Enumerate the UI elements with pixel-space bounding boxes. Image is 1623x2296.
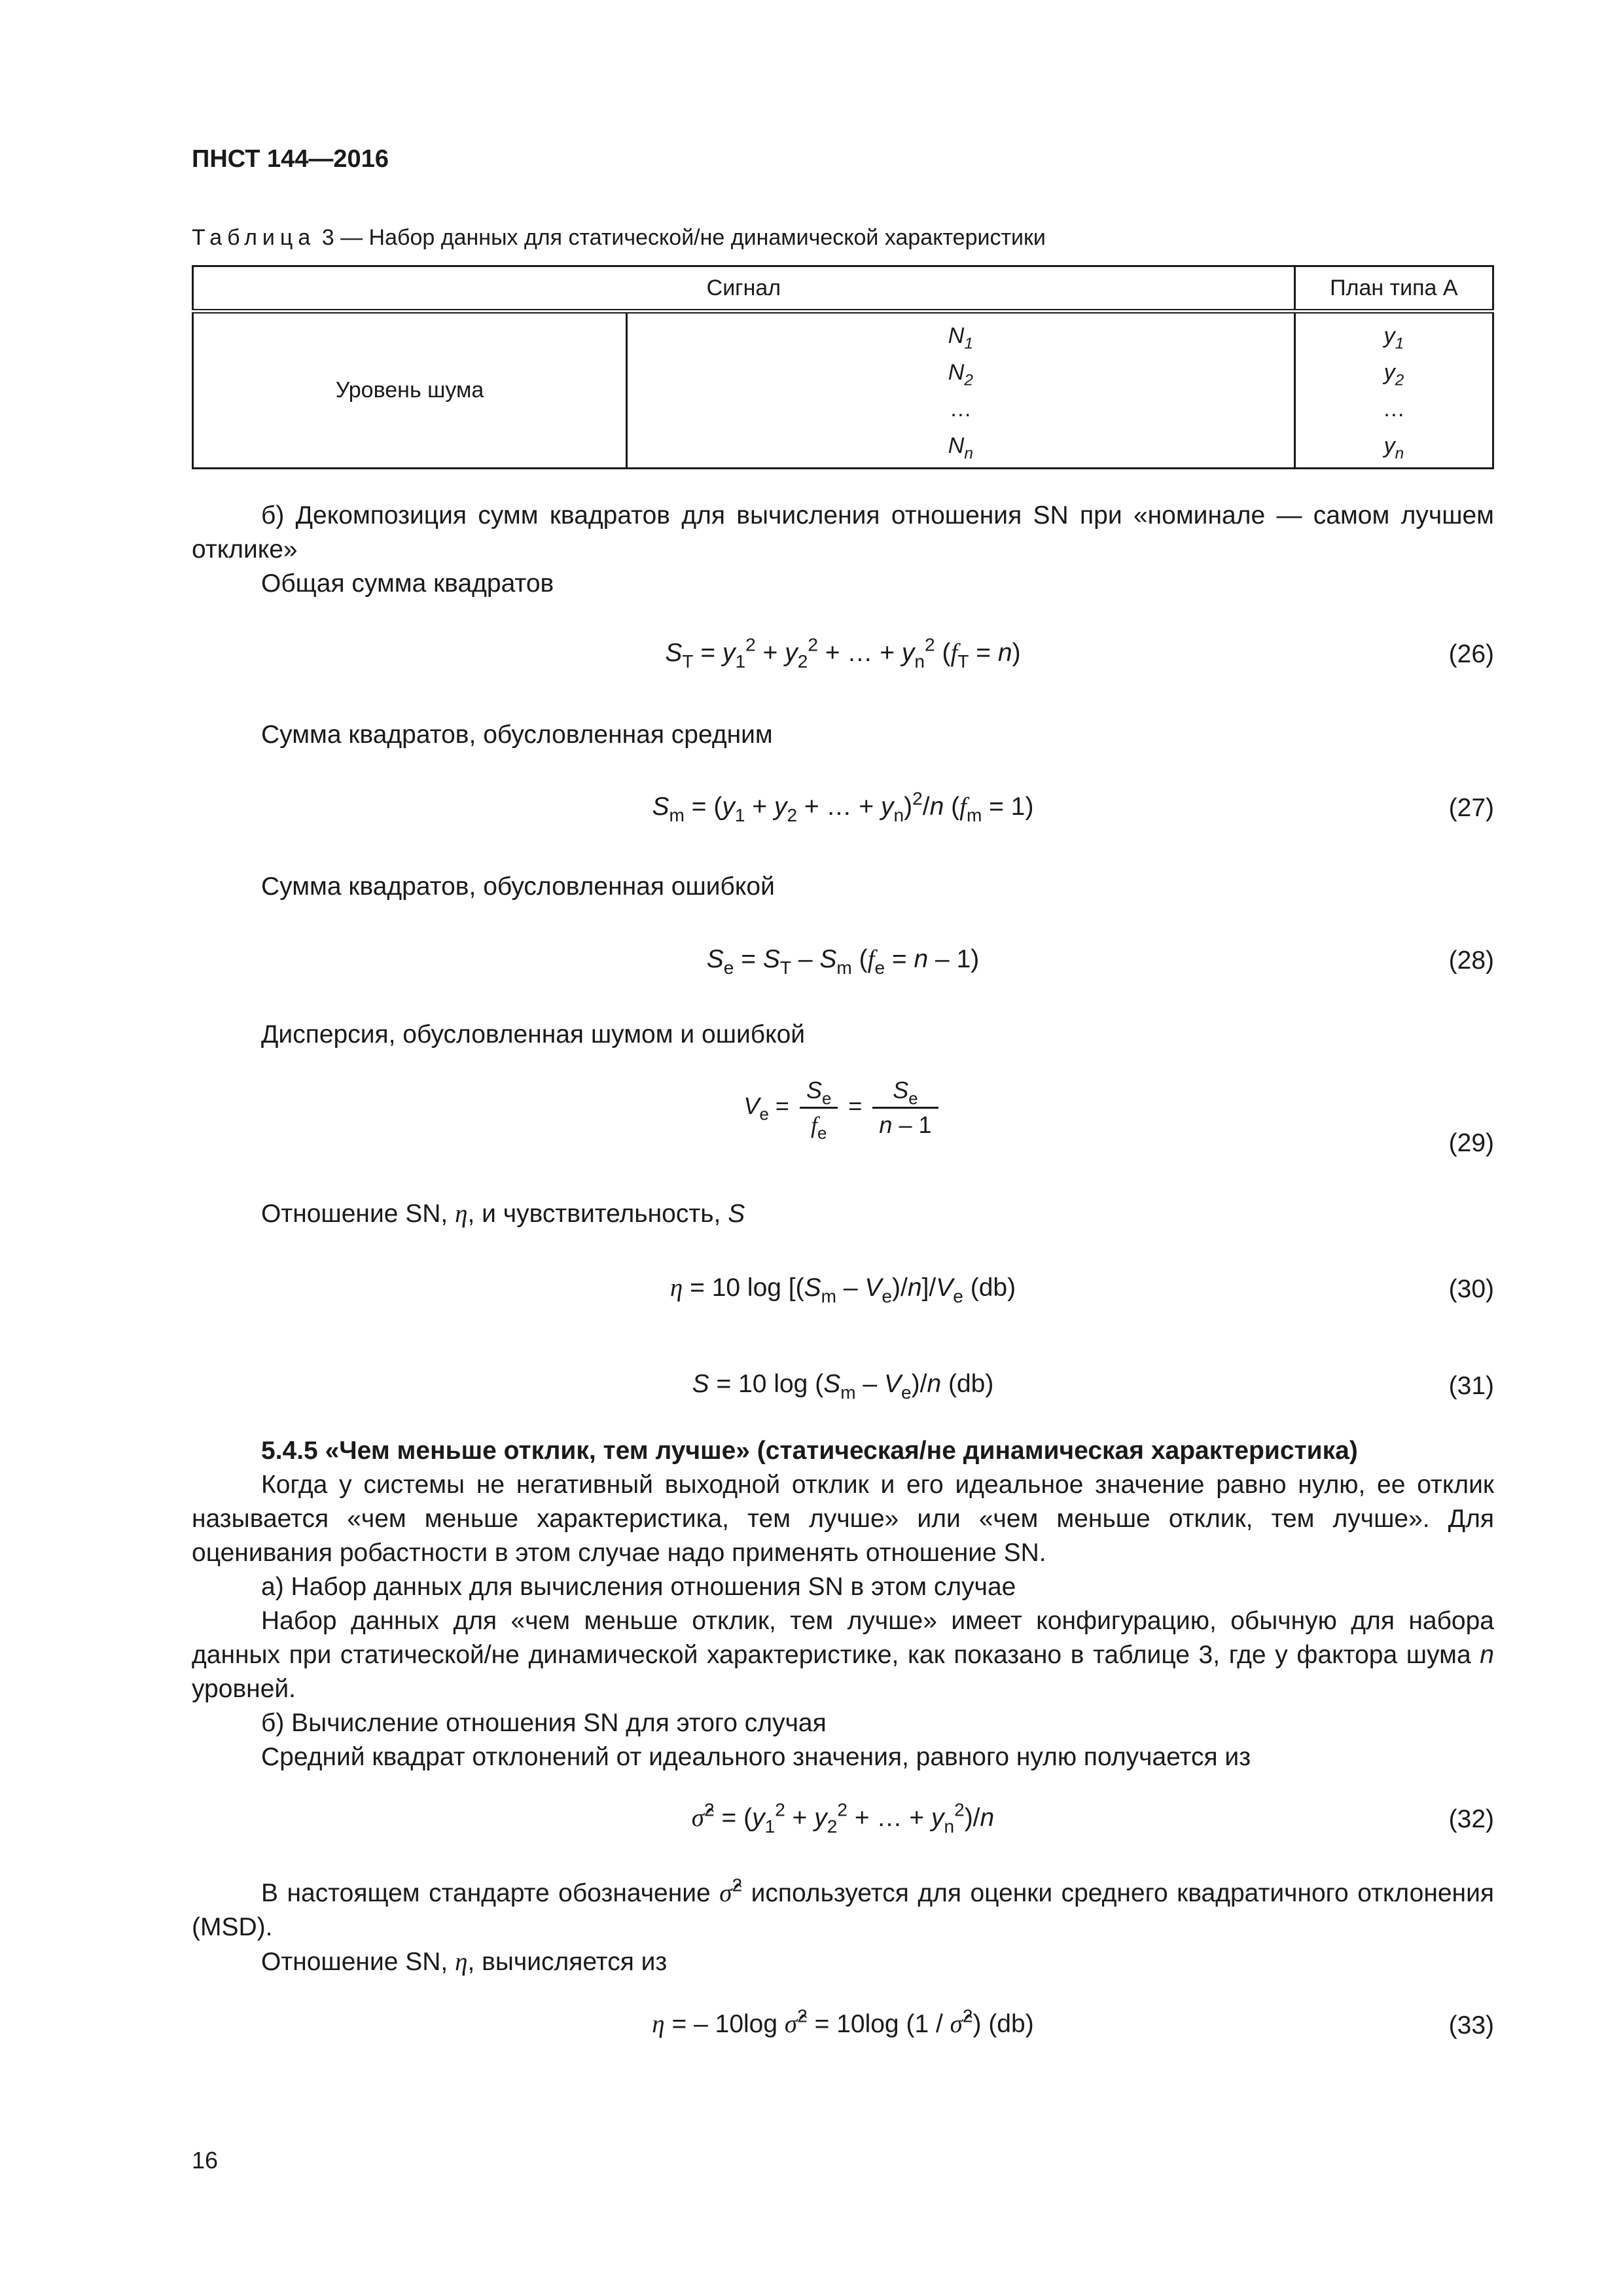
paragraph-msd-intro: Средний квадрат отклонений от идеального значения, равного нулю получается из bbox=[261, 1743, 1251, 1771]
paragraph-sn-calc: Отношение SN, η, вычисляется из bbox=[261, 1948, 668, 1976]
dataset-text-b: уровней. bbox=[192, 1675, 296, 1703]
fraction: $\frac{S_e}{f_e}$ bbox=[800, 1077, 838, 1139]
document-header: ПНСТ 144—2016 bbox=[192, 145, 389, 173]
paragraph-b2: б) Вычисление отношения SN для этого случая bbox=[261, 1709, 827, 1737]
equation-number: (32) bbox=[1448, 1805, 1494, 1833]
equation-number: (30) bbox=[1448, 1275, 1494, 1303]
paragraph-sn-sensitivity: Отношение SN, η, и чувствительность, S bbox=[261, 1200, 745, 1228]
notation-text-a: В настоящем стандарте обозначение bbox=[261, 1879, 720, 1907]
response-item: $y_n$ bbox=[1383, 433, 1404, 463]
table-header-signal: Сигнал bbox=[193, 266, 1295, 312]
equation-31: S = 10 $\log (S_m - V_e)/n$ (db) bbox=[692, 1370, 994, 1403]
equation-number: (33) bbox=[1448, 2011, 1494, 2039]
equation-number: (29) bbox=[1448, 1129, 1494, 1157]
response-item: … bbox=[1382, 396, 1405, 422]
equation-28: $S_e = S_T - S_m$ $(f_e = n - 1)$ bbox=[706, 945, 980, 978]
equation-30: η = 10 $\log [(S_m - V_e)/n]/V_e$ (db) bbox=[669, 1274, 1016, 1306]
table-caption-text: 3 — Набор данных для статической/не динамической характеристики bbox=[315, 225, 1046, 250]
paragraph-dataset: Набор данных для «чем меньше отклик, тем лучше» имеет конфигурацию, обычную для набора данных при статической/не динамической характеристике, как показано в таблице 3, где у фактора шума n уровней. bbox=[192, 1607, 1494, 1703]
table-row bbox=[193, 312, 1493, 469]
paragraph-definition: Когда у системы не негативный выходной отклик и его идеальное значение равно нулю, ее отклик называется «чем меньше характеристика, тем лучше» или «чем меньше отклик, тем лучше». Для оценивания робастности в этом случае надо применять отношение SN. bbox=[192, 1471, 1494, 1567]
equation-33: η = – 10log σ̂$^2$ = 10log (1 / σ̂$^2$) (db) bbox=[652, 2005, 1034, 2038]
notation-text-b: используется для оценки среднего квадратичного отклонения (MSD). bbox=[192, 1879, 1494, 1941]
noise-level-list bbox=[628, 317, 1294, 464]
equation-number: (27) bbox=[1448, 794, 1494, 822]
equation-26: $S_T = y_1^2 + y_2^2$ + … + $y_n^2$ $(f_T = n)$ bbox=[665, 634, 1021, 672]
paragraph-total-sum: Общая сумма квадратов bbox=[261, 569, 554, 598]
table-caption-prefix: Таблица bbox=[192, 225, 316, 250]
noise-level-item: … bbox=[949, 396, 972, 422]
sn-calc-text-b: , вычисляется из bbox=[467, 1948, 668, 1976]
equation-number: (26) bbox=[1448, 640, 1494, 668]
table-row-label: Уровень шума bbox=[193, 312, 627, 469]
equation-32: σ̂$^2$ = ($y_1^2 + y_2^2$ + … + $y_n^2)/n$ bbox=[691, 1799, 995, 1837]
table-cell-responses bbox=[1294, 312, 1493, 469]
paragraph-a: а) Набор данных для вычисления отношения SN в этом случае bbox=[261, 1573, 1016, 1601]
table-header-plan: План типа А bbox=[1294, 266, 1493, 312]
page-number: 16 bbox=[192, 2147, 219, 2174]
table-3 bbox=[192, 265, 1494, 469]
fraction: $\frac{S_e}{n - 1}$ bbox=[872, 1077, 938, 1139]
paragraph-mean-sum: Сумма квадратов, обусловленная средним bbox=[261, 721, 773, 749]
equation-number: (28) bbox=[1448, 946, 1494, 975]
noise-level-item: $N_n$ bbox=[948, 433, 973, 463]
table-cell-noise-levels bbox=[627, 312, 1295, 469]
response-item: $y_1$ bbox=[1383, 323, 1404, 353]
table-header-row bbox=[193, 266, 1493, 312]
section-title: 5.4.5 «Чем меньше отклик, тем лучше» (статическая/не динамическая характеристика) bbox=[261, 1437, 1358, 1465]
response-list bbox=[1296, 317, 1492, 464]
equation-29: $V_e$ = $\frac{S_e}{f_e}$ = $\frac{S_e}{n - 1}$ bbox=[192, 1077, 1494, 1139]
paragraph-notation: В настоящем стандарте обозначение σ̂$^2$ используется для оценки среднего квадратичного отклонения (MSD). bbox=[192, 1874, 1494, 1941]
table-caption bbox=[192, 225, 1046, 251]
noise-level-item: $N_1$ bbox=[948, 323, 973, 353]
equation-27: $S_m = (y_1 + y_2$ + … + $y_n)^2/n$ $(f_m = 1)$ bbox=[652, 788, 1034, 825]
dataset-text-a: Набор данных для «чем меньше отклик, тем лучше» имеет конфигурацию, обычную для набора данных при статической/не динамической характеристике, как показано в таблице 3, где у фактора шума bbox=[192, 1607, 1494, 1669]
noise-level-item: $N_2$ bbox=[948, 359, 973, 389]
paragraph-b-intro: б) Декомпозиция сумм квадратов для вычисления отношения SN при «номинале — самом лучшем отклике» bbox=[192, 501, 1494, 564]
sn-sensitivity-text-b: , и чувствительность, bbox=[467, 1200, 728, 1228]
paragraph-variance: Дисперсия, обусловленная шумом и ошибкой bbox=[261, 1020, 806, 1049]
paragraph-error-sum: Сумма квадратов, обусловленная ошибкой bbox=[261, 872, 775, 901]
equation-number: (31) bbox=[1448, 1372, 1494, 1400]
sn-calc-text-a: Отношение SN, bbox=[261, 1948, 455, 1976]
response-item: $y_2$ bbox=[1383, 359, 1404, 389]
sn-sensitivity-text-a: Отношение SN, bbox=[261, 1200, 455, 1228]
